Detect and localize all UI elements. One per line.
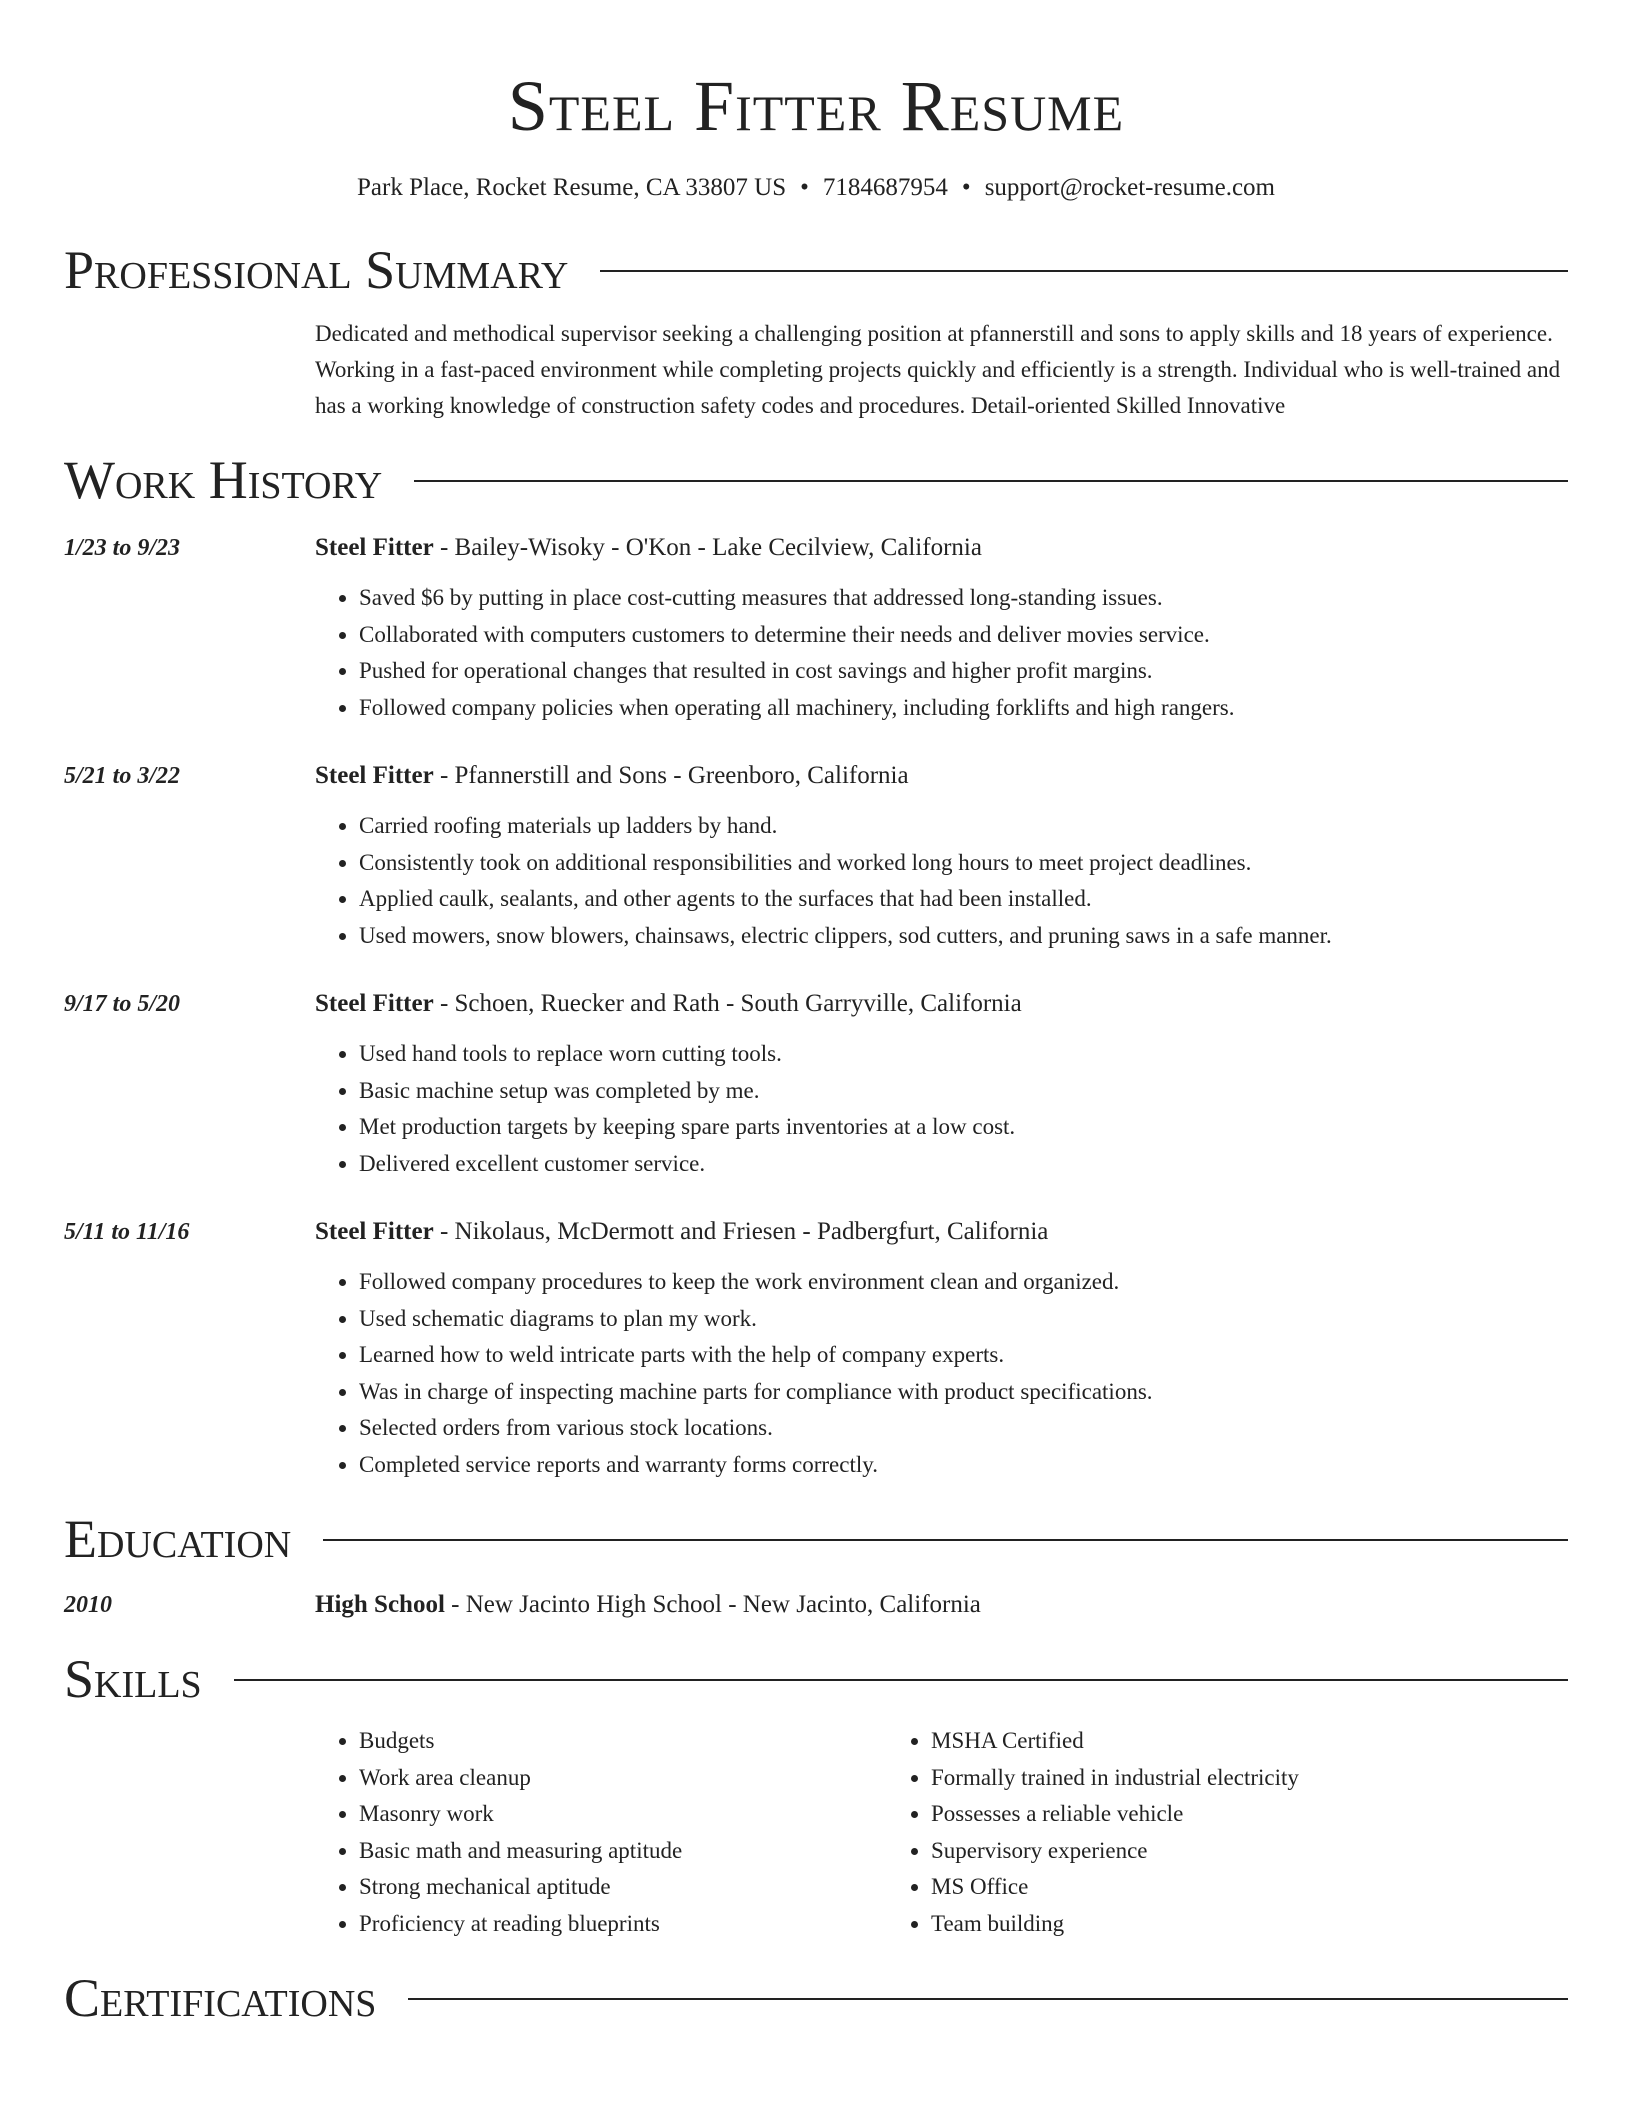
job-title-line: [315, 530, 1568, 566]
section-header-education: [64, 1509, 1568, 1569]
contact-address: Park Place, Rocket Resume, CA 33807 US: [357, 174, 787, 201]
job-title-line: [315, 758, 1568, 794]
list-item: • Selected orders from various stock locations.: [359, 1410, 1568, 1447]
job-bullet-list: [315, 808, 1568, 954]
list-item: • MSHA Certified: [931, 1723, 1503, 1760]
list-item: • Learned how to weld intricate parts with the help of company experts.: [359, 1337, 1568, 1374]
education-details: - New Jacinto High School - New Jacinto, California: [444, 1591, 981, 1618]
job-dates: 5/11 to 11/16: [64, 1219, 190, 1245]
list-item: • Followed company procedures to keep the work environment clean and organized.: [359, 1264, 1568, 1301]
contact-phone: 7184687954: [822, 174, 948, 201]
job-entry: [64, 986, 1568, 1182]
list-item: • Basic math and measuring aptitude: [359, 1833, 887, 1870]
list-item: • Was in charge of inspecting machine parts for compliance with product specifications.: [359, 1374, 1568, 1411]
job-header: [64, 1214, 1568, 1250]
list-item: • Proficiency at reading blueprints: [359, 1906, 887, 1943]
job-title-line: [315, 986, 1568, 1022]
section-divider: [323, 1539, 1568, 1541]
list-item: • Used hand tools to replace worn cutting tools.: [359, 1036, 1568, 1073]
contact-line: [64, 172, 1568, 204]
job-dates: 1/23 to 9/23: [64, 535, 181, 561]
job-role: Steel Fitter: [315, 1218, 434, 1245]
job-bullet-list: [315, 1264, 1568, 1483]
skills-columns: [315, 1723, 1568, 1942]
job-entry: [64, 1214, 1568, 1483]
job-details: - Pfannerstill and Sons - Greenboro, California: [433, 762, 909, 789]
job-details: - Schoen, Ruecker and Rath - South Garryville, California: [433, 990, 1022, 1017]
contact-separator: •: [800, 174, 809, 201]
list-item: • Delivered excellent customer service.: [359, 1146, 1568, 1183]
list-item: • Consistently took on additional responsibilities and worked long hours to meet project deadlines.: [359, 845, 1568, 882]
list-item: • Collaborated with computers customers to determine their needs and deliver movies service.: [359, 617, 1568, 654]
section-title-work-history: Work History: [64, 450, 383, 510]
education-degree: High School: [315, 1591, 445, 1618]
list-item: • Met production targets by keeping spare parts inventories at a low cost.: [359, 1109, 1568, 1146]
resume-title: Steel Fitter Resume: [507, 66, 1125, 146]
section-divider: [414, 480, 1568, 482]
list-item: • Carried roofing materials up ladders by hand.: [359, 808, 1568, 845]
job-dates: 5/21 to 3/22: [64, 763, 181, 789]
list-item: • Budgets: [359, 1723, 887, 1760]
resume-page: [64, 0, 1568, 2028]
job-details: - Bailey-Wisoky - O'Kon - Lake Cecilview, California: [433, 534, 982, 561]
job-details: - Nikolaus, McDermott and Friesen - Padbergfurt, California: [433, 1218, 1049, 1245]
contact-separator: •: [961, 174, 971, 201]
job-entry: [64, 530, 1568, 726]
job-entry: [64, 758, 1568, 954]
section-header-skills: [64, 1649, 1568, 1709]
skills-list-right: [887, 1723, 1503, 1942]
skills-list-left: [315, 1723, 887, 1942]
education-line: [315, 1587, 1568, 1623]
list-item: • Masonry work: [359, 1796, 887, 1833]
job-bullet-list: [315, 580, 1568, 726]
list-item: • MS Office: [931, 1869, 1503, 1906]
list-item: • Strong mechanical aptitude: [359, 1869, 887, 1906]
section-divider: [408, 1998, 1568, 2000]
job-header: [64, 986, 1568, 1022]
job-title-line: [315, 1214, 1568, 1250]
list-item: • Team building: [931, 1906, 1503, 1943]
list-item: • Saved $6 by putting in place cost-cutting measures that addressed long-standing issues.: [359, 580, 1568, 617]
list-item: • Used schematic diagrams to plan my work.: [359, 1301, 1568, 1338]
job-header: [64, 758, 1568, 794]
section-divider: [234, 1679, 1568, 1681]
list-item: • Followed company policies when operating all machinery, including forklifts and high rangers.: [359, 690, 1568, 727]
list-item: • Work area cleanup: [359, 1760, 887, 1797]
job-header: [64, 530, 1568, 566]
list-item: • Pushed for operational changes that resulted in cost savings and higher profit margins.: [359, 653, 1568, 690]
summary-text: Dedicated and methodical supervisor seeking a challenging position at pfannerstill and sons to apply skills and 18 years of experience. Working in a fast-paced environment while completing projects quickly and efficiently is a strength. Individual who is well-trained and has a working knowledge of construction safety codes and procedures. Detail-oriented Skilled Innovative: [315, 321, 1561, 418]
contact-email: support@rocket-resume.com: [984, 174, 1275, 201]
section-header-work-history: [64, 450, 1568, 510]
section-title-skills: Skills: [64, 1649, 202, 1709]
job-role: Steel Fitter: [315, 762, 434, 789]
job-bullet-list: [315, 1036, 1568, 1182]
list-item: • Used mowers, snow blowers, chainsaws, electric clippers, sod cutters, and pruning saws in a safe manner.: [359, 918, 1568, 955]
list-item: • Supervisory experience: [931, 1833, 1503, 1870]
section-header-summary: [64, 240, 1568, 300]
education-entry: [64, 1587, 1568, 1623]
section-title-certifications: Certifications: [64, 1968, 377, 2028]
job-dates: 9/17 to 5/20: [64, 991, 181, 1017]
list-item: • Basic machine setup was completed by me.: [359, 1073, 1568, 1110]
section-divider: [600, 270, 1568, 272]
job-role: Steel Fitter: [315, 990, 434, 1017]
list-item: • Possesses a reliable vehicle: [931, 1796, 1503, 1833]
job-role: Steel Fitter: [315, 534, 434, 561]
section-title-summary: Professional Summary: [64, 240, 569, 300]
section-title-education: Education: [64, 1509, 292, 1569]
education-date: 2010: [64, 1592, 112, 1618]
list-item: • Formally trained in industrial electricity: [931, 1760, 1503, 1797]
section-header-certifications: [64, 1968, 1568, 2028]
list-item: • Completed service reports and warranty forms correctly.: [359, 1447, 1568, 1484]
list-item: • Applied caulk, sealants, and other agents to the surfaces that had been installed.: [359, 881, 1568, 918]
